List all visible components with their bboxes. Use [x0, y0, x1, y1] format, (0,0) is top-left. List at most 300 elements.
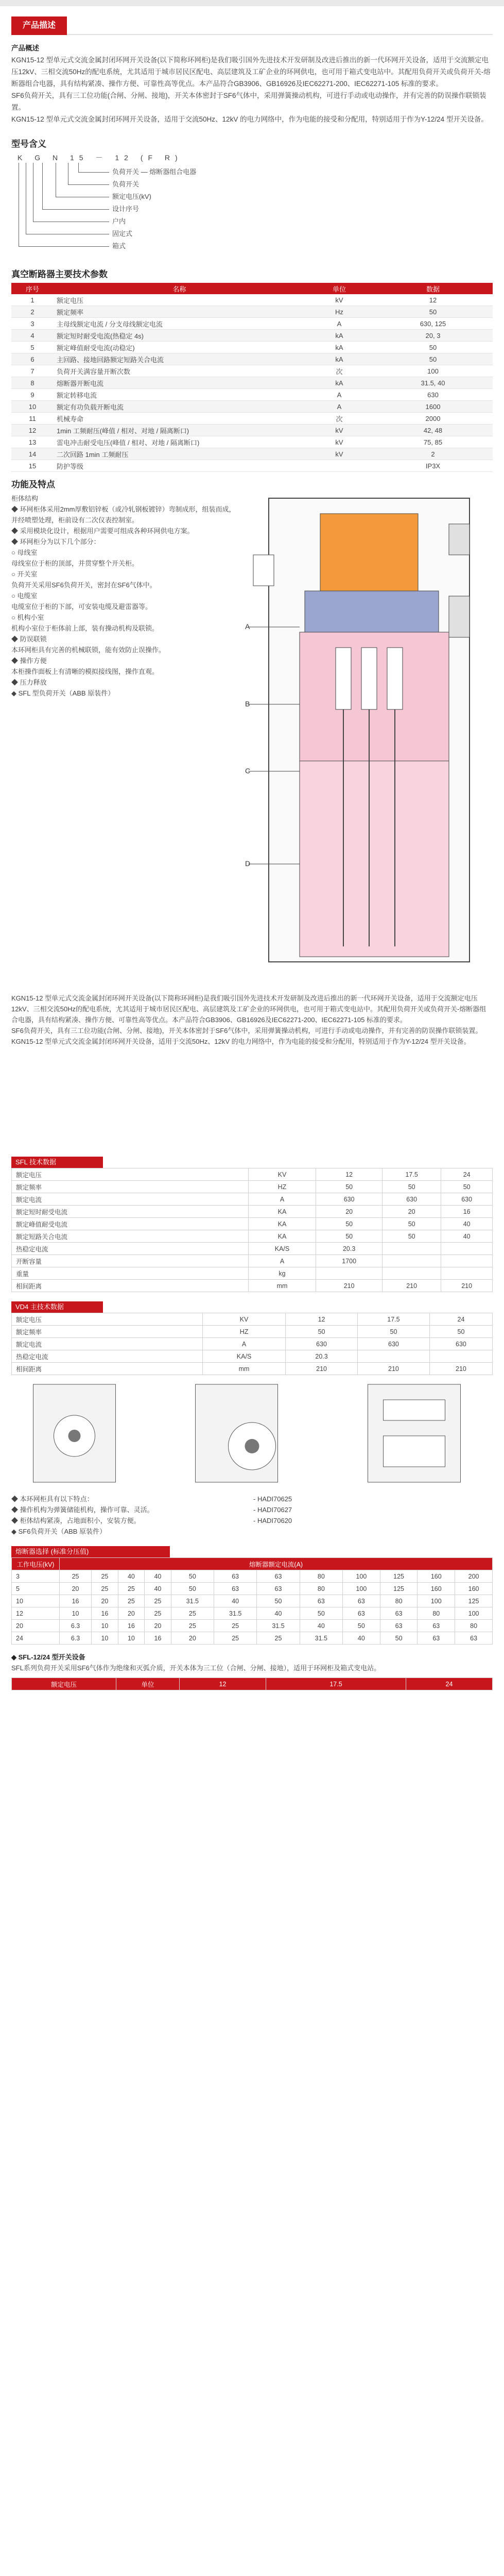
sfl-cell [441, 1267, 493, 1280]
vcb-cell-no: 12 [11, 425, 54, 436]
table-row [12, 1255, 493, 1267]
vcb-cell-data: 31.5, 40 [373, 377, 493, 389]
sfl-cell: 额定短时耐受电流 [12, 1206, 249, 1218]
fuse-cell: 40 [145, 1570, 171, 1583]
vcb-header-data: 数据 [373, 283, 493, 294]
fuse-cell: 40 [257, 1607, 300, 1620]
notes-p5: - HADI70625 [253, 1495, 292, 1503]
vcb-cell-data: 50 [373, 353, 493, 365]
bottom-row-label: 额定电压 [12, 1678, 116, 1690]
fuse-cell: 40 [300, 1620, 342, 1632]
vcb-cell-no: 10 [11, 401, 54, 413]
vcb-cell-name: 额定转移电流 [54, 389, 305, 401]
fuse-cell: 50 [300, 1607, 342, 1620]
fuse-header-current: 熔断器额定电流(A) [60, 1558, 493, 1570]
sfl-cell: 50 [383, 1218, 441, 1230]
table-row [11, 436, 493, 448]
feature-item: ○ 开关室 [11, 570, 38, 578]
vd4-cell: 热稳定电流 [12, 1350, 203, 1363]
vcb-cell-data: 100 [373, 365, 493, 377]
fuse-cell: 50 [380, 1632, 418, 1645]
vcb-cell-data: 12 [373, 294, 493, 306]
fuse-cell: 160 [455, 1583, 493, 1595]
feature-item: ◆ 环网柜体采用2mm厚敷铝锌板（或冷轧钢板镀锌）弯制成形，组装而成，并经喷塑处理，柜前设有二次仪表控制室。 [11, 505, 236, 524]
sfl-cell: 热稳定电流 [12, 1243, 249, 1255]
table-row [12, 1313, 493, 1326]
fuse-cell: 31.5 [300, 1632, 342, 1645]
sfl-cell: KA/S [248, 1243, 316, 1255]
vcb-cell-no: 3 [11, 318, 54, 330]
fuse-cell: 63 [418, 1620, 455, 1632]
sfl-cell: HZ [248, 1181, 316, 1193]
feature-item: 负荷开关采用SF6负荷开关，密封在SF6气体中。 [11, 581, 157, 589]
table-row [12, 1193, 493, 1206]
vcb-cell-no: 13 [11, 436, 54, 448]
model-label-3: 设计序号 [112, 205, 140, 213]
fuse-cell: 200 [455, 1570, 493, 1583]
svg-text:A: A [245, 622, 250, 631]
fuse-cell: 25 [92, 1570, 118, 1583]
sfl-cell: A [248, 1255, 316, 1267]
fuse-cell: 50 [171, 1583, 214, 1595]
model-label-4: 户内 [112, 217, 126, 225]
vcb-cell-data: 50 [373, 342, 493, 353]
fuse-cell: 20 [145, 1620, 171, 1632]
feature-item: ○ 机构小室 [11, 614, 44, 621]
vd4-cell: 210 [429, 1363, 492, 1375]
vd4-cell: 额定电流 [12, 1338, 203, 1350]
bottom-p1: ◆ SFL-12/24 型开关设备 [11, 1653, 85, 1661]
vd4-cell [429, 1350, 492, 1363]
table-row [12, 1230, 493, 1243]
fuse-cell: 63 [343, 1595, 380, 1607]
sfl-cell: 16 [441, 1206, 493, 1218]
sfl-cell: 20.3 [316, 1243, 383, 1255]
vcb-table [11, 283, 493, 472]
vd4-cell: 20.3 [286, 1350, 358, 1363]
sfl-cell: 630 [316, 1193, 383, 1206]
vcb-cell-data: 42, 48 [373, 425, 493, 436]
vd4-cell: 630 [429, 1338, 492, 1350]
vd4-cell: 50 [286, 1326, 358, 1338]
vcb-cell-name: 主回路、接地回路额定短路关合电流 [54, 353, 305, 365]
fuse-title: 熔断器选择 (标准分压值) [11, 1546, 170, 1557]
vcb-cell-unit: A [305, 389, 373, 401]
table-row [12, 1280, 493, 1292]
fuse-cell: 80 [300, 1583, 342, 1595]
sfl-cell: 40 [441, 1218, 493, 1230]
vd4-table [11, 1313, 493, 1375]
bottom-val-0: 12 [180, 1678, 266, 1690]
bottom-p2: SFL系列负荷开关采用SF6气体作为绝缘和灭弧介质，开关本体为三工位（合闸、分闸、接地），适用于环网柜及箱式变电站。 [11, 1664, 381, 1672]
sfl-cell: 50 [316, 1218, 383, 1230]
sfl-cell [316, 1267, 383, 1280]
fuse-cell: 10 [92, 1632, 118, 1645]
vcb-cell-name: 二次回路 1min 工频耐压 [54, 448, 305, 460]
sfl-cell: 20 [383, 1206, 441, 1218]
table-row [11, 448, 493, 460]
feature-item: 机构小室位于柜体前上部，装有操动机构及联锁。 [11, 624, 159, 632]
sfl-cell: 17.5 [383, 1168, 441, 1181]
sfl-cell: 210 [383, 1280, 441, 1292]
table-row [12, 1168, 493, 1181]
fuse-cell: 16 [92, 1607, 118, 1620]
model-label-0: 负荷开关 — 熔断器组合电器 [112, 168, 197, 176]
feature-item: ◆ 采用模块化设计，根据用户需要可组成各种环网供电方案。 [11, 527, 194, 535]
model-label-5: 固定式 [112, 230, 133, 238]
sfl-cell [441, 1255, 493, 1267]
sfl-cell: 重量 [12, 1267, 249, 1280]
sfl-cell [383, 1255, 441, 1267]
vcb-cell-unit: A [305, 318, 373, 330]
fuse-cell: 40 [118, 1570, 145, 1583]
vcb-cell-data: 50 [373, 306, 493, 318]
table-row [11, 330, 493, 342]
description-p3: KGN15-12 型单元式交流金属封闭环网开关设备，适用于交流50Hz、12kV 的电力网络中，作为电能的接受和分配用，特别适用于作为Y-12/24 型开关设备。 [11, 1038, 471, 1045]
vcb-cell-name: 额定频率 [54, 306, 305, 318]
fuse-cell: 6.3 [60, 1632, 92, 1645]
vd4-title: VD4 主技术数据 [11, 1301, 103, 1313]
mechanism-drawing-2 [173, 1379, 331, 1487]
vd4-cell: mm [202, 1363, 285, 1375]
vcb-cell-no: 6 [11, 353, 54, 365]
sfl-cell: 额定峰值耐受电流 [12, 1218, 249, 1230]
vcb-cell-name: 1min 工频耐压(峰值 / 相对、对地 / 隔离断口) [54, 425, 305, 436]
vd4-cell: 相间距离 [12, 1363, 203, 1375]
fuse-cell: 63 [257, 1570, 300, 1583]
sfl-cell: 50 [316, 1230, 383, 1243]
fuse-cell: 25 [145, 1595, 171, 1607]
fuse-cell: 25 [118, 1583, 145, 1595]
vcb-cell-no: 11 [11, 413, 54, 425]
fuse-cell: 100 [418, 1595, 455, 1607]
notes-p2: ◆ 操作机构为弹簧储能机构，操作可靠、灵活。 [11, 1506, 154, 1514]
vd4-cell: 630 [358, 1338, 430, 1350]
fuse-cell: 63 [418, 1632, 455, 1645]
fuse-cell: 25 [214, 1632, 257, 1645]
bottom-text [11, 1652, 493, 1673]
section-tab[interactable]: 产品描述 [11, 16, 67, 35]
vd4-cell: 630 [286, 1338, 358, 1350]
fuse-cell: 10 [12, 1595, 60, 1607]
bottom-val-1: 17.5 [266, 1678, 406, 1690]
overview [11, 42, 493, 125]
vcb-cell-data: 1600 [373, 401, 493, 413]
table-row [12, 1607, 493, 1620]
vcb-cell-no: 9 [11, 389, 54, 401]
fuse-cell: 25 [92, 1583, 118, 1595]
sfl-cell [441, 1243, 493, 1255]
overview-p3: KGN15-12 型单元式交流金属封闭环网开关设备，适用于交流50Hz、12kV 的电力网络中，作为电能的接受和分配用，特别适用于作为Y-12/24 型开关设备。 [11, 115, 488, 123]
fuse-cell: 25 [171, 1620, 214, 1632]
table-row [12, 1632, 493, 1645]
sfl-cell: KA [248, 1230, 316, 1243]
sfl-cell: 12 [316, 1168, 383, 1181]
model-title: 型号含义 [11, 139, 46, 149]
fuse-cell: 31.5 [214, 1607, 257, 1620]
feature-item: 本柜操作面板上有清晰的模拟接线图，操作直观。 [11, 668, 159, 675]
fuse-cell: 3 [12, 1570, 60, 1583]
vcb-cell-unit: kV [305, 436, 373, 448]
table-row [12, 1350, 493, 1363]
sfl-cell: 1700 [316, 1255, 383, 1267]
fuse-cell: 80 [300, 1570, 342, 1583]
fuse-cell: 100 [455, 1607, 493, 1620]
table-row [12, 1338, 493, 1350]
sfl-cell: KA [248, 1218, 316, 1230]
table-row [12, 1181, 493, 1193]
fuse-cell: 25 [60, 1570, 92, 1583]
vcb-cell-unit: 次 [305, 365, 373, 377]
feature-item: 柜体结构 [11, 495, 39, 502]
fuse-cell: 40 [145, 1583, 171, 1595]
mechanism-drawing-1 [11, 1379, 168, 1487]
vcb-cell-data: 20, 3 [373, 330, 493, 342]
notes-p7: - HADI70620 [253, 1517, 292, 1524]
model-diagram [18, 152, 493, 256]
vcb-cell-data: 630 [373, 389, 493, 401]
fuse-cell: 125 [380, 1570, 418, 1583]
notes-p1: ◆ 本环网柜具有以下特点： [11, 1495, 94, 1503]
sfl-cell: 50 [383, 1230, 441, 1243]
model-code: K G N 15 － 12 (F R) [18, 154, 183, 162]
vcb-rows [11, 294, 493, 472]
vcb-cell-no: 5 [11, 342, 54, 353]
vcb-cell-unit: kA [305, 342, 373, 353]
sfl-cell: KA [248, 1206, 316, 1218]
table-row [11, 318, 493, 330]
bottom-table [11, 1677, 493, 1690]
features-section [11, 493, 493, 988]
fuse-cell: 80 [418, 1607, 455, 1620]
fuse-cell: 40 [343, 1632, 380, 1645]
fuse-cell: 63 [300, 1595, 342, 1607]
vcb-cell-name: 机械寿命 [54, 413, 305, 425]
mechanism-svg-1 [11, 1379, 168, 1487]
section-header [11, 15, 493, 35]
overview-title: 产品概述 [11, 44, 39, 52]
sfl-cell: A [248, 1193, 316, 1206]
fuse-cell: 40 [214, 1595, 257, 1607]
fuse-cell: 31.5 [171, 1595, 214, 1607]
notes-p3: ◆ 柜体结构紧凑，占地面积小，安装方便。 [11, 1517, 141, 1524]
fuse-cell: 63 [257, 1583, 300, 1595]
sfl-cell: 210 [316, 1280, 383, 1292]
sfl-cell: 50 [383, 1181, 441, 1193]
vcb-header-name: 名称 [54, 283, 305, 294]
vd4-cell: 210 [286, 1363, 358, 1375]
description-p2: SF6负荷开关，具有三工位功能(合闸、分闸、接地)，开关本体密封于SF6气体中，采用弹簧操动机构，可进行手动或电动操作，并有完善的防误操作联锁装置。 [11, 1027, 482, 1035]
vcb-cell-unit: kV [305, 425, 373, 436]
feature-item: ◆ 环网柜分为以下几个部分： [11, 538, 100, 546]
mechanism-drawings [11, 1379, 493, 1487]
fuse-cell: 160 [418, 1570, 455, 1583]
vcb-cell-name: 主母线额定电流 / 分支母线额定电流 [54, 318, 305, 330]
fuse-cell: 5 [12, 1583, 60, 1595]
table-row [12, 1206, 493, 1218]
sfl-cell: 额定电流 [12, 1193, 249, 1206]
fuse-cell: 160 [418, 1583, 455, 1595]
fuse-cell: 50 [343, 1620, 380, 1632]
vcb-cell-data: 630, 125 [373, 318, 493, 330]
feature-item: ◆ 操作方便 [11, 657, 47, 665]
fuse-cell: 50 [171, 1570, 214, 1583]
notes-p4: ◆ SF6负荷开关（ABB 原装件） [11, 1528, 107, 1535]
sfl-cell: KV [248, 1168, 316, 1181]
vcb-cell-name: 防护等级 [54, 460, 305, 472]
vcb-cell-name: 额定峰值耐受电流(动稳定) [54, 342, 305, 353]
fuse-cell: 100 [343, 1583, 380, 1595]
vcb-cell-unit: kV [305, 448, 373, 460]
sfl-cell [383, 1267, 441, 1280]
feature-item: 电缆室位于柜的下部，可安装电缆及避雷器等。 [11, 603, 152, 611]
table-row [11, 389, 493, 401]
sfl-cell: 210 [441, 1280, 493, 1292]
sfl-cell [383, 1243, 441, 1255]
vd4-cell: KA/S [202, 1350, 285, 1363]
vcb-cell-no: 4 [11, 330, 54, 342]
sfl-cell: 额定频率 [12, 1181, 249, 1193]
mechanism-svg-2 [173, 1379, 331, 1487]
table-row [12, 1620, 493, 1632]
table-row [12, 1267, 493, 1280]
feature-item: ○ 电缆室 [11, 592, 38, 600]
vcb-cell-unit: Hz [305, 306, 373, 318]
fuse-cell: 25 [171, 1607, 214, 1620]
table-row [11, 413, 493, 425]
table-row [12, 1583, 493, 1595]
vd4-cell: 17.5 [358, 1313, 430, 1326]
sfl-cell: mm [248, 1280, 316, 1292]
feature-item: ◆ 压力释放 [11, 679, 47, 686]
fuse-cell: 31.5 [257, 1620, 300, 1632]
vcb-cell-name: 熔断器开断电流 [54, 377, 305, 389]
bottom-val-2: 24 [406, 1678, 492, 1690]
model-label-6: 箱式 [112, 242, 126, 250]
fuse-cell: 20 [118, 1607, 145, 1620]
vcb-header-no: 序号 [11, 283, 54, 294]
sfl-cell: 20 [316, 1206, 383, 1218]
table-row [11, 401, 493, 413]
vcb-cell-unit: kV [305, 294, 373, 306]
sfl-cell: 开断容量 [12, 1255, 249, 1267]
fuse-cell: 20 [60, 1583, 92, 1595]
vcb-cell-data: IP3X [373, 460, 493, 472]
fuse-cell: 16 [118, 1620, 145, 1632]
fuse-cell: 24 [12, 1632, 60, 1645]
table-row [11, 353, 493, 365]
overview-p1: KGN15-12 型单元式交流金属封闭环网开关设备(以下简称环网柜)是我们吸引国外先进技术开发研制及改进后推出的新一代环网开关设备，适用于交流额定电压12kV、三相交流50Hz的配电系统，尤其适用于城市居民区配电、高层建筑及工矿企业的环网供电，也可用于箱式变电站中。其配用负荷开关或负荷开关-熔断器组合电器，具有结构紧凑、操作方便、可靠性高等优点。本产品符合GB3906、GB16926及IEC62271-200、IEC62271-105 标准的要求。 [11, 56, 491, 88]
vcb-cell-name: 额定电压 [54, 294, 305, 306]
fuse-cell: 50 [257, 1595, 300, 1607]
cabinet-drawing [238, 493, 493, 988]
bottom-unit: 单位 [116, 1678, 180, 1690]
feature-item: 本环网柜具有完善的机械联锁，能有效防止误操作。 [11, 646, 166, 654]
notes-p6: - HADI70627 [253, 1506, 292, 1514]
cabinet-cross-section-drawing [238, 493, 493, 988]
vd4-cell: A [202, 1338, 285, 1350]
feature-item: ◆ SFL 型负荷开关（ABB 原装件） [11, 689, 115, 697]
table-row [12, 1218, 493, 1230]
fuse-cell: 63 [214, 1570, 257, 1583]
vcb-header-unit: 单位 [305, 283, 373, 294]
description-block [11, 993, 493, 1147]
sfl-table [11, 1168, 493, 1292]
sfl-cell: 50 [441, 1181, 493, 1193]
vcb-cell-no: 7 [11, 365, 54, 377]
fuse-cell: 125 [380, 1583, 418, 1595]
svg-text:C: C [245, 767, 251, 775]
vd4-cell: 50 [429, 1326, 492, 1338]
fuse-cell: 125 [455, 1595, 493, 1607]
mechanism-svg-3 [336, 1379, 493, 1487]
vcb-cell-name: 负荷开关满容量开断次数 [54, 365, 305, 377]
table-row [11, 460, 493, 472]
table-row [11, 425, 493, 436]
table-row [12, 1595, 493, 1607]
model-label-2: 额定电压(kV) [112, 193, 151, 200]
feature-item: ○ 母线室 [11, 549, 38, 556]
notes-section [11, 1494, 493, 1537]
sfl-cell: 额定电压 [12, 1168, 249, 1181]
sfl-cell: 50 [316, 1181, 383, 1193]
fuse-cell: 20 [12, 1620, 60, 1632]
feature-item: ◆ 防误联锁 [11, 635, 47, 643]
vcb-cell-no: 15 [11, 460, 54, 472]
fuse-cell: 10 [92, 1620, 118, 1632]
vcb-cell-unit: A [305, 401, 373, 413]
vd4-cell: 额定频率 [12, 1326, 203, 1338]
sfl-title: SFL 技术数据 [11, 1157, 103, 1168]
fuse-cell: 80 [455, 1620, 493, 1632]
vd4-cell: 50 [358, 1326, 430, 1338]
features-list [11, 493, 238, 988]
fuse-cell: 10 [60, 1607, 92, 1620]
table-row [11, 306, 493, 318]
fuse-cell: 20 [171, 1632, 214, 1645]
fuse-cell: 100 [343, 1570, 380, 1583]
vcb-title: 真空断路器主要技术参数 [11, 269, 108, 279]
vcb-cell-name: 额定有功负载开断电流 [54, 401, 305, 413]
vd4-cell: 12 [286, 1313, 358, 1326]
fuse-cell: 25 [214, 1620, 257, 1632]
fuse-cell: 25 [257, 1632, 300, 1645]
features-title: 功能及特点 [11, 480, 55, 489]
vcb-cell-unit [305, 460, 373, 472]
table-row [11, 377, 493, 389]
vcb-cell-unit: kA [305, 377, 373, 389]
fuse-header-voltage: 工作电压(kV) [12, 1558, 60, 1570]
table-row [12, 1243, 493, 1255]
top-bar [0, 0, 504, 6]
sfl-cell: 40 [441, 1230, 493, 1243]
mechanism-drawing-3 [336, 1379, 493, 1487]
vd4-cell [358, 1350, 430, 1363]
sfl-cell: kg [248, 1267, 316, 1280]
vcb-cell-data: 2000 [373, 413, 493, 425]
table-row [12, 1363, 493, 1375]
sfl-cell: 额定短路关合电流 [12, 1230, 249, 1243]
notes-left [11, 1494, 253, 1537]
fuse-cell: 16 [60, 1595, 92, 1607]
description-p1: KGN15-12 型单元式交流金属封闭环网开关设备(以下简称环网柜)是我们吸引国外先进技术开发研制及改进后推出的新一代环网开关设备，适用于交流额定电压12kV、三相交流50Hz的配电系统，尤其适用于城市居民区配电、高层建筑及工矿企业的环网供电，也可用于箱式变电站中。其配用负荷开关或负荷开关-熔断器组合电器，具有结构紧凑、操作方便、可靠性高等优点。本产品符合GB3906、GB16926及IEC62271-200、IEC62271-105 标准的要求。 [11, 994, 486, 1024]
sfl-cell: 相间距离 [12, 1280, 249, 1292]
fuse-cell: 12 [12, 1607, 60, 1620]
vcb-cell-unit: kA [305, 330, 373, 342]
fuse-cell: 25 [118, 1595, 145, 1607]
table-row [12, 1570, 493, 1583]
vcb-cell-data: 75, 85 [373, 436, 493, 448]
